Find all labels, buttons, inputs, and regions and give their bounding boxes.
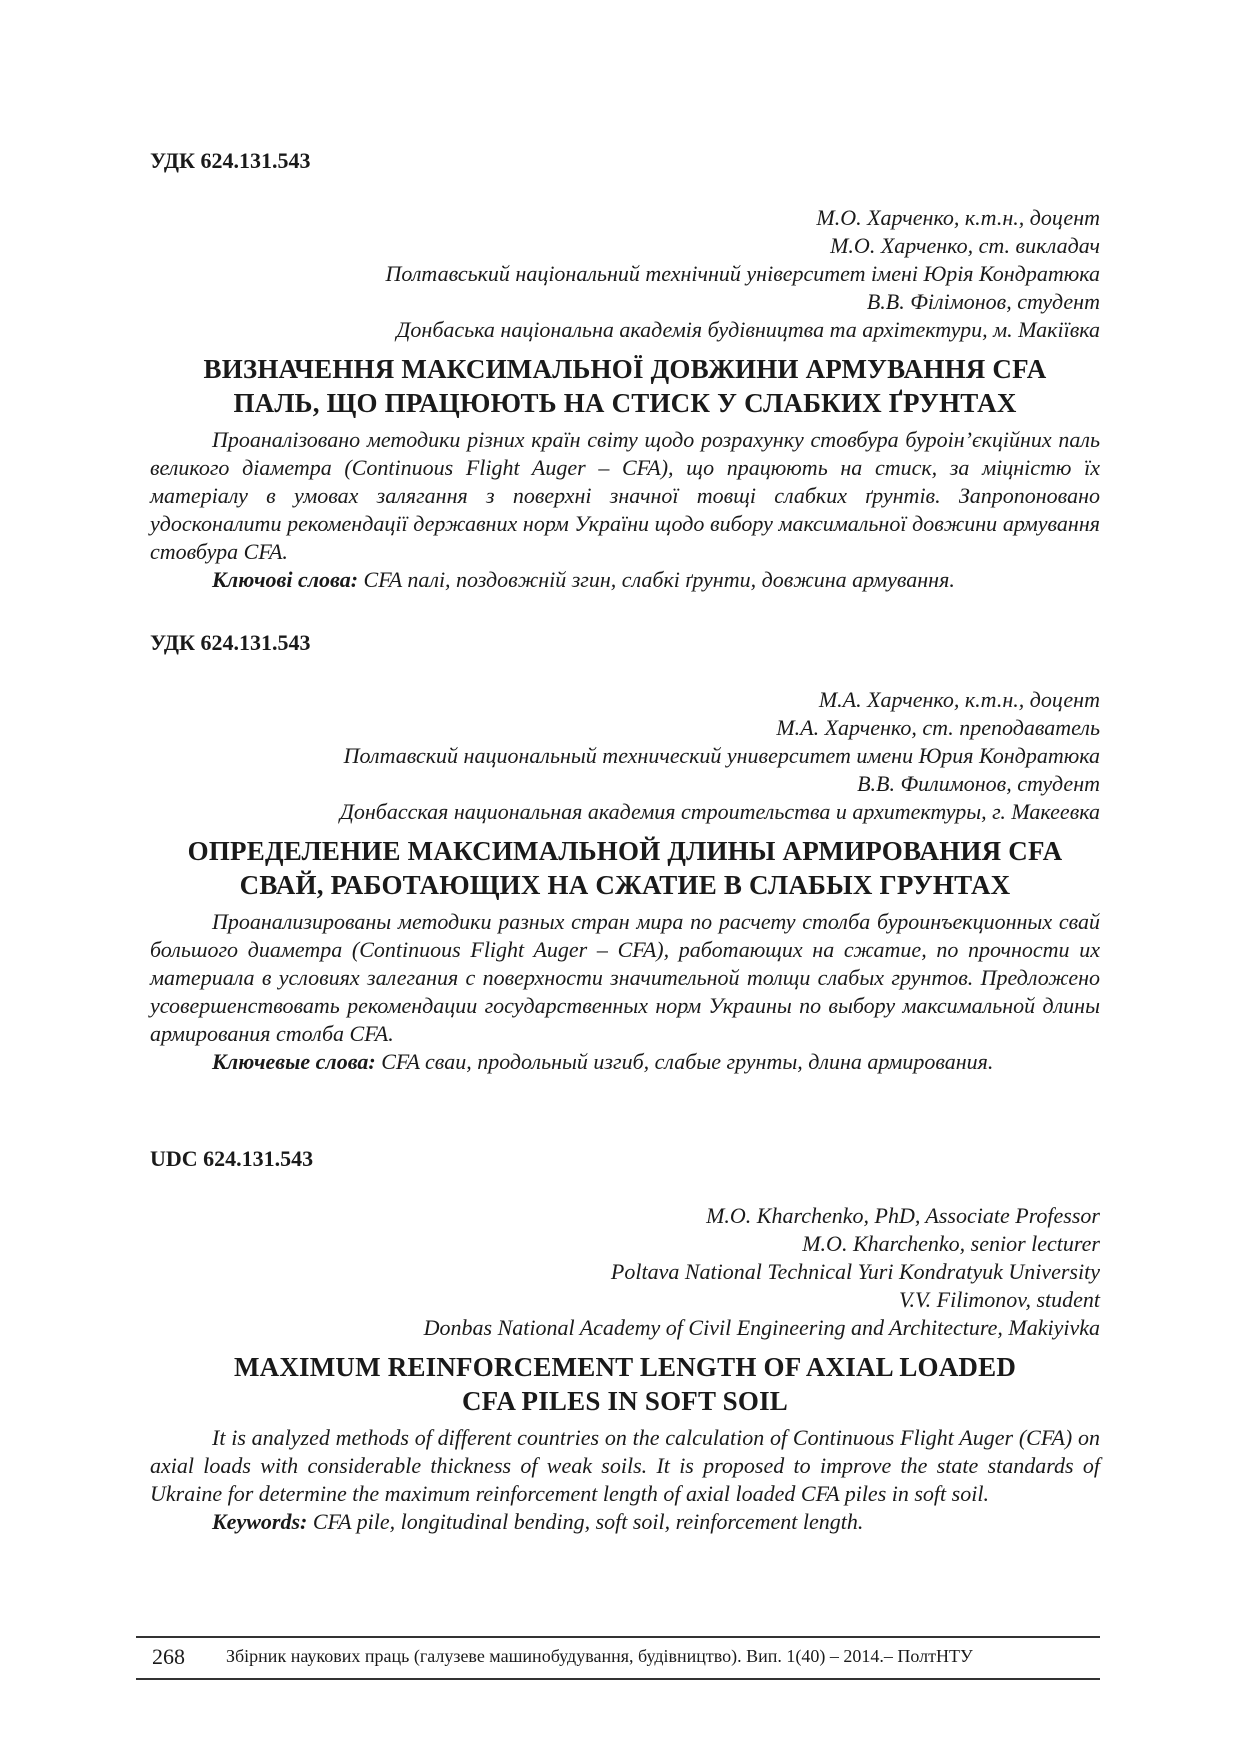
page-number: 268 xyxy=(152,1644,185,1669)
article-title xyxy=(150,1350,1100,1418)
keywords-label: Ключевые слова: xyxy=(212,1049,376,1074)
title-line: ВИЗНАЧЕННЯ МАКСИМАЛЬНОЇ ДОВЖИНИ АРМУВАННЯ CFA xyxy=(203,354,1047,384)
title-line: ПАЛЬ, ЩО ПРАЦЮЮТЬ НА СТИСК У СЛАБКИХ ҐРУНТАХ xyxy=(233,388,1017,418)
authors-block xyxy=(150,204,1100,344)
udc-code: UDC 624.131.543 xyxy=(150,1146,314,1171)
footer-journal-text: Збірник наукових праць (галузеве машинобудування, будівництво). Вип. 1(40) – 2014.– ПолтНТУ xyxy=(226,1646,973,1666)
keywords xyxy=(150,1508,1100,1536)
section-english xyxy=(150,1146,1100,1536)
author-line: M.O. Kharchenko, senior lecturer xyxy=(802,1231,1100,1256)
author-line: М.А. Харченко, ст. преподаватель xyxy=(776,715,1100,740)
affiliation-line: Донбасская национальная академия строительства и архитектуры, г. Макеевка xyxy=(339,799,1100,824)
article-title xyxy=(150,352,1100,420)
affiliation-line: Poltava National Technical Yuri Kondratyuk University xyxy=(610,1259,1100,1284)
author-line: В.В. Филимонов, студент xyxy=(857,771,1100,796)
affiliation-line: Полтавський національний технічний університет імені Юрія Кондратюка xyxy=(385,261,1100,286)
keywords xyxy=(150,566,1100,594)
keywords-text: CFA палі, поздовжній згин, слабкі ґрунти, довжина армування. xyxy=(363,567,955,592)
affiliation-line: Полтавский национальный технический университет имени Юрия Кондратюка xyxy=(343,743,1100,768)
author-line: M.O. Kharchenko, PhD, Associate Professor xyxy=(706,1203,1100,1228)
abstract: Проанализированы методики разных стран мира по расчету столба буроинъекционных свай большого диаметра (Continuous Flight Auger – CFA), работающих на сжатие, по прочности их материала в условиях залегания с поверхности значительной толщи слабых грунтов. Предложено усовершенствовать рекомендации государственных норм Украины по выбору максимальной длины армирования столба CFA. xyxy=(150,909,1100,1046)
title-line: CFA PILES IN SOFT SOIL xyxy=(461,1386,788,1416)
keywords-label: Keywords: xyxy=(212,1509,308,1534)
title-line: MAXIMUM REINFORCEMENT LENGTH OF AXIAL LOADED xyxy=(233,1352,1017,1382)
author-line: М.О. Харченко, к.т.н., доцент xyxy=(816,205,1100,230)
section-russian xyxy=(150,630,1100,1076)
keywords xyxy=(150,1048,1100,1076)
author-line: V.V. Filimonov, student xyxy=(898,1287,1100,1312)
keywords-text: CFA pile, longitudinal bending, soft soil, reinforcement length. xyxy=(312,1509,864,1534)
affiliation-line: Донбаська національна академія будівництва та архітектури, м. Макіївка xyxy=(396,317,1100,342)
page-footer xyxy=(136,1636,1100,1680)
udc-code: УДК 624.131.543 xyxy=(150,630,311,655)
author-line: М.О. Харченко, ст. викладач xyxy=(830,233,1100,258)
authors-block xyxy=(150,1202,1100,1342)
keywords-label: Ключові слова: xyxy=(212,567,359,592)
keywords-text: CFA сваи, продольный изгиб, слабые грунты, длина армирования. xyxy=(381,1049,994,1074)
affiliation-line: Donbas National Academy of Civil Engineering and Architecture, Makiyivka xyxy=(423,1315,1100,1340)
article-title xyxy=(150,834,1100,902)
author-line: В.В. Філімонов, студент xyxy=(866,289,1100,314)
udc-code: УДК 624.131.543 xyxy=(150,148,311,173)
abstract: It is analyzed methods of different countries on the calculation of Continuous Flight Auger (CFA) on axial loads with considerable thickness of weak soils. It is proposed to improve the state standards of Ukraine for determine the maximum reinforcement length of axial loaded CFA piles in soft soil. xyxy=(150,1425,1100,1506)
section-ukrainian xyxy=(150,148,1100,594)
title-line: СВАЙ, РАБОТАЮЩИХ НА СЖАТИЕ В СЛАБЫХ ГРУНТАХ xyxy=(239,870,1011,900)
title-line: ОПРЕДЕЛЕНИЕ МАКСИМАЛЬНОЙ ДЛИНЫ АРМИРОВАНИЯ CFA xyxy=(187,836,1063,866)
abstract: Проаналізовано методики різних країн світу щодо розрахунку стовбура буроін’єкційних паль великого діаметра (Continuous Flight Auger – CFA), що працюють на стиск, за міцністю їх матеріалу в умовах залягання з поверхні значної товщі слабких ґрунтів. Запропоновано удосконалити рекомендації державних норм України щодо вибору максимальної довжини армування стовбура CFA. xyxy=(150,427,1100,564)
author-line: М.А. Харченко, к.т.н., доцент xyxy=(818,687,1100,712)
authors-block xyxy=(150,686,1100,826)
